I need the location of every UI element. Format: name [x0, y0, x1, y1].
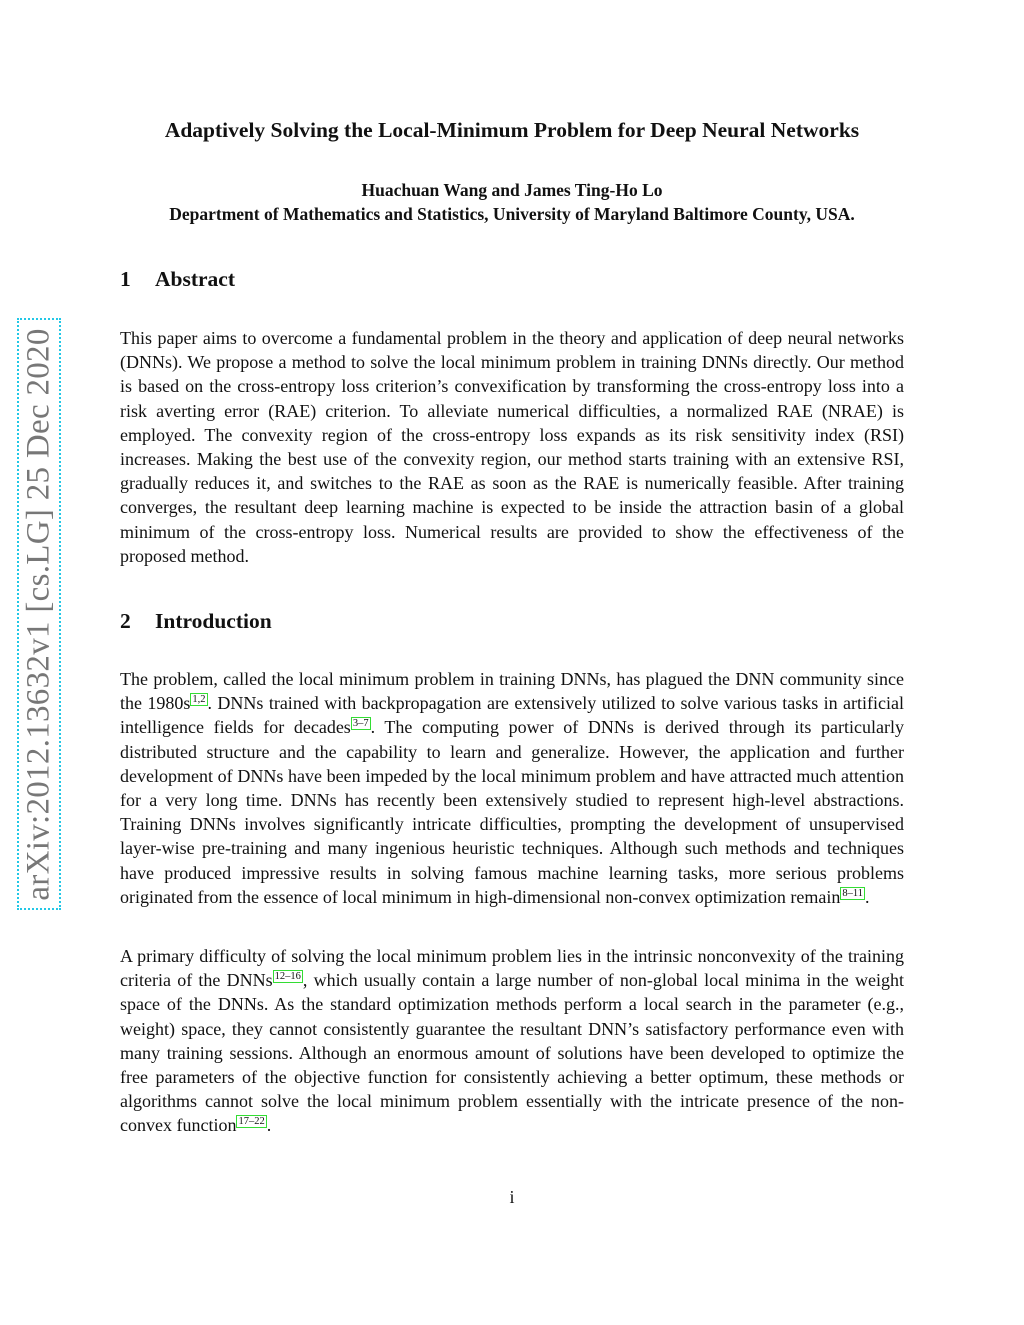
section-number: 1	[120, 267, 131, 291]
section-number: 2	[120, 609, 131, 633]
arxiv-identifier-stamp	[17, 318, 61, 910]
paragraph-text	[120, 944, 904, 1138]
text-run: . The computing power of DNNs is derived through its particularly distributed structure and the capability to learn and generalize. However, the application and further development of DNNs have been impeded by the local minimum problem and have attracted much attention for a very long time. DNNs has recently been extensively studied to represent high-level abstractions. Training DNNs involves significantly intricate difficulties, prompting the development of unsupervised layer-wise pre-training and many ingenious heuristic techniques. Although such methods and techniques have produced impressive results in solving famous machine learning tasks, more serious problems originated from the essence of local minimum in high-dimensional non-convex optimization remain	[120, 717, 904, 907]
text-run: A primary difficulty of solving the local minimum problem lies in the intrinsic nonconvexity of the training criteria of the DNNs	[120, 946, 904, 991]
citation-link[interactable]: 1,2	[192, 694, 206, 706]
text-run: The problem, called the local minimum problem in training DNNs, has plagued the DNN community since the 1980s	[120, 669, 904, 714]
abstract-body	[120, 326, 904, 568]
citation-link[interactable]: 12–16	[274, 971, 301, 983]
section-title: Introduction	[155, 609, 272, 633]
paragraph-text	[120, 667, 904, 909]
citation-link[interactable]: 17–22	[238, 1116, 265, 1128]
arxiv-identifier-text: arXiv:2012.13632v1 [cs.LG] 25 Dec 2020	[20, 327, 57, 901]
author-affiliation: Department of Mathematics and Statistics, University of Maryland Baltimore County, USA.	[169, 204, 855, 224]
text-run: .	[864, 886, 870, 907]
text-run: . DNNs trained with backpropagation are extensively utilized to solve various tasks in artificial intelligence fields for decades	[120, 693, 905, 738]
section-heading-introduction	[120, 609, 272, 634]
introduction-paragraph-2	[120, 944, 904, 1138]
section-title: Abstract	[155, 267, 236, 291]
author-names: Huachuan Wang and James Ting-Ho Lo	[361, 180, 663, 200]
introduction-paragraph-1	[120, 667, 904, 909]
abstract-paragraph: This paper aims to overcome a fundamental problem in the theory and application of deep neural networks (DNNs). We propose a method to solve the local minimum problem in training DNNs directly. Our method is based on the cross-entropy loss criterion’s convexification by transforming the cross-entropy loss into a risk averting error (RAE) criterion. To alleviate numerical difficulties, a normalized RAE (NRAE) is employed. The convexity region of the cross-entropy loss expands as its risk sensitivity index (RSI) increases. Making the best use of the convexity region, our method starts training with an extensive RSI, gradually reduces it, and switches to the RAE as soon as the RAE is numerically feasible. After training converges, the resultant deep learning machine is expected to be inside the attraction basin of a global minimum of the cross-entropy loss. Numerical results are provided to show the effectiveness of the proposed method.	[120, 328, 904, 566]
page-number: i	[509, 1187, 515, 1207]
citation-link[interactable]: 8–11	[842, 887, 863, 899]
paper-title: Adaptively Solving the Local-Minimum Problem for Deep Neural Networks	[164, 118, 860, 142]
author-block	[0, 178, 1024, 226]
text-run: , which usually contain a large number of non-global local minima in the weight space of the DNNs. As the standard optimization methods perform a local search in the parameter (e.g., weight) space, they cannot consistently guarantee the resultant DNN’s satisfactory performance even with many training sessions. Although an enormous amount of solutions have been developed to optimize the free parameters of the objective function for consistently achieving a better optimum, these methods or algorithms cannot solve the local minimum problem essentially with the intricate presence of the non-convex function	[120, 970, 904, 1136]
section-heading-abstract	[120, 267, 235, 292]
text-run: .	[266, 1115, 272, 1136]
citation-link[interactable]: 3–7	[352, 718, 369, 730]
